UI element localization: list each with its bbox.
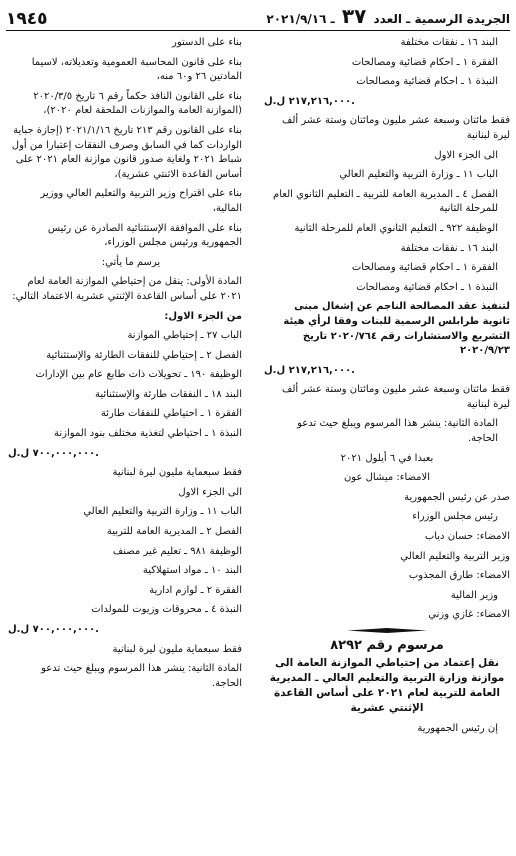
- left-column-line: الفقرة ١ ـ احتياطي للنفقات طارئة: [100, 408, 242, 420]
- right-column-line: الفقرة ١ ـ احكام قضائية ومصالحات: [351, 262, 498, 274]
- right-column-line: الامضاء: حسان دياب: [424, 531, 510, 543]
- page-header: [6, 4, 510, 31]
- left-column-line: ٧٠٠,٠٠٠,٠٠٠ ل.ل.: [8, 624, 99, 635]
- left-column-line: يرسم ما يأتي:: [101, 256, 161, 268]
- left-column-line: النبذة ١ ـ احتياطي لتغذية مختلف بنود الموازنة: [54, 428, 242, 440]
- left-column-line: الفقرة ٢ ـ لوازم ادارية: [149, 584, 242, 596]
- left-column-line: بناء على قانون المحاسبة العمومية وتعديلاته، لاسيما المادتين ٢٦ و٦٠ منه،: [31, 56, 242, 83]
- left-column: [8, 36, 254, 696]
- left-column-line: المادة الأولى: ينقل من إحتياطي الموازنة العامة لعام ٢٠٢١ على أساس القاعدة الإثنتي عشرية الاعتماد التالي:: [12, 276, 242, 302]
- left-column-line: الفصل ٢ ـ المديرية العامة للتربية: [106, 526, 242, 538]
- right-column-line: ٢١٧,٢١٦,٠٠٠ ل.ل.: [264, 364, 355, 376]
- left-column-line: الباب ١١ ـ وزارة التربية والتعليم العالي: [83, 506, 242, 518]
- right-column-line: لتنفيذ عقد المصالحة الناجم عن إشغال مبنى ثانوية طرابلس الرسمية للبنات وفقا لرأي هيئة التشريع والاستشارات رقم ٢٠٢٠/٧٦٤ تاريخ ٢٠٢٠/٩/٢٣: [283, 301, 510, 357]
- gazette-name: الجريدة الرسمية ـ العدد: [373, 12, 510, 26]
- right-column-line: وزير المالية: [450, 589, 498, 601]
- left-column-line: من الجزء الاول:: [164, 310, 242, 322]
- left-column-text: [8, 36, 254, 691]
- right-column-line: صدر عن رئيس الجمهورية: [404, 491, 510, 503]
- right-column-line: فقط مائتان وسبعة عشر مليون ومائتان وستة عشر ألف ليرة لبنانية: [282, 384, 510, 410]
- left-column-line: الوظيفة ٩٨١ ـ تعليم غير مصنف: [112, 545, 242, 557]
- right-column-text: [264, 36, 510, 623]
- decree-title: مرسوم رقم ٨٢٩٢: [330, 638, 444, 653]
- left-column-line: البند ١٨ ـ النفقات طارئة والإستثنائية: [94, 388, 242, 400]
- issue-number: ٣٧: [341, 4, 367, 28]
- left-column-line: البند ١٠ ـ مواد استهلاكية: [142, 565, 242, 577]
- left-column-line: الفصل ٢ ـ إحتياطي للنفقات الطارئة والإستثنائية: [46, 349, 242, 361]
- right-column-line: البند ١٦ ـ نفقات مختلفة: [400, 242, 498, 254]
- left-column-line: فقط سبعماية مليون ليرة لبنانية: [112, 467, 242, 479]
- right-column: [264, 36, 510, 741]
- decree-subject: نقل إعتماد من إحتياطي الموازنة العامة الى موازنة وزارة التربية والتعليم العالي ـ المديرية العامة للتربية لعام ٢٠٢١ على أساس القاعدة الإثنتي عشرية: [269, 656, 505, 714]
- left-column-line: بناء على الدستور: [172, 37, 242, 48]
- right-column-line: رئيس مجلس الوزراء: [412, 511, 498, 523]
- right-column-line: الباب ١١ ـ وزارة التربية والتعليم العالي: [339, 169, 498, 181]
- section-ornament: [264, 628, 510, 633]
- right-column-line: الفقرة ١ ـ احكام قضائية ومصالحات: [351, 56, 498, 68]
- right-column-line: الفصل ٤ ـ المديرية العامة للتربية ـ التعليم الثانوي العام للمرحلة الثانية: [273, 188, 498, 215]
- left-column-line: فقط سبعماية مليون ليرة لبنانية: [112, 643, 242, 655]
- issue-date: ـ ٢٠٢١/٩/١٦: [266, 12, 335, 26]
- right-column-line: النبذة ١ ـ احكام قضائية ومصالحات: [356, 76, 498, 88]
- right-column-line: فقط مائتان وسبعة عشر مليون ومائتان وستة عشر ألف ليرة لبنانية: [282, 115, 510, 141]
- right-column-line: البند ١٦ ـ نفقات مختلفة: [400, 37, 498, 48]
- left-column-line: بناء على القانون رقم ٢١٣ تاريخ ٢٠٢١/١/١٦ (إجازة جباية الواردات كما في السابق وصرف النفقات إعتبارا من أول شباط ٢٠٢١ ولغاية صدور قانون موازنة العام ٢٠٢١ على أساس القاعدة الاثنتي عشرية)،: [11, 124, 242, 180]
- right-column-line: ٢١٧,٢١٦,٠٠٠ ل.ل.: [264, 95, 355, 107]
- left-column-line: النبذة ٤ ـ محروقات وزيوت للمولدات: [91, 604, 242, 616]
- right-column-line: الوظيفة ٩٢٢ ـ التعليم الثانوي العام للمرحلة الثانية: [294, 222, 498, 234]
- left-column-line: بناء على اقتراح وزير التربية والتعليم العالي ووزير المالية،: [40, 188, 242, 214]
- right-column-line: بعبدا في ٦ أيلول ٢٠٢١: [340, 452, 434, 464]
- left-column-line: المادة الثانية: ينشر هذا المرسوم ويبلغ حيث تدعو الحاجة.: [41, 663, 242, 689]
- left-column-line: بناء على الموافقة الإستثنائية الصادرة عن رئيس الجمهورية ورئيس مجلس الوزراء،: [47, 222, 242, 249]
- left-column-line: الوظيفة ١٩٠ ـ تحويلات ذات طابع عام بين الإدارات: [35, 369, 242, 381]
- left-column-line: الباب ٢٧ ـ إحتياطي الموازنة: [127, 330, 242, 342]
- right-column-line: الامضاء: طارق المجذوب: [408, 570, 510, 582]
- left-column-line: بناء على القانون النافذ حكماً رقم ٦ تاريخ ٢٠٢٠/٣/٥ (الموازنة العامة والموازنات الملحقة لعام ٢٠٢٠)،: [33, 90, 242, 117]
- right-column-line: الامضاء: غازي وزني: [428, 609, 510, 621]
- right-column-line: الى الجزء الاول: [434, 149, 498, 161]
- right-column-line: وزير التربية والتعليم العالي: [400, 550, 510, 562]
- left-column-line: الى الجزء الاول: [178, 486, 242, 498]
- decree-opening: إن رئيس الجمهورية: [417, 722, 498, 734]
- gazette-title: [266, 4, 510, 30]
- right-column-line: المادة الثانية: ينشر هذا المرسوم ويبلغ حيث تدعو الحاجة.: [297, 418, 498, 445]
- right-column-line: الامضاء: ميشال عون: [343, 472, 431, 484]
- page-number: ١٩٤٥: [6, 9, 48, 29]
- left-column-line: ٧٠٠,٠٠٠,٠٠٠ ل.ل.: [8, 447, 99, 459]
- right-column-line: النبذة ١ ـ احكام قضائية ومصالحات: [356, 281, 498, 293]
